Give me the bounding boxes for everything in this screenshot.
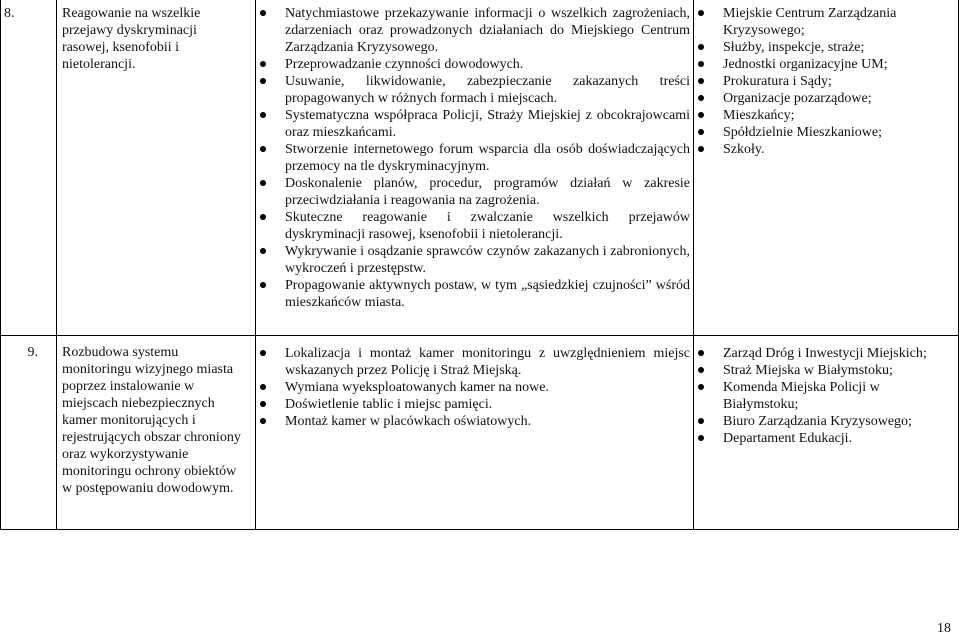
- list-item: Usuwanie, likwidowanie, zabezpieczanie zakazanych treści propagowanych w różnych formach i miejscach.: [260, 73, 690, 107]
- row-8-executors: [698, 5, 953, 158]
- list-item: Doświetlenie tablic i miejsc pamięci.: [260, 396, 690, 413]
- table-divider-3: [693, 0, 694, 530]
- list-item: Departament Edukacji.: [698, 430, 953, 447]
- bullet-icon: [698, 435, 704, 441]
- page-number: 18: [937, 621, 951, 636]
- table-border-bottom: [0, 529, 959, 530]
- list-item: Skuteczne reagowanie i zwalczanie wszelkich przejawów dyskryminacji rasowej, ksenofobii i nietolerancji.: [260, 209, 690, 243]
- list-item: Propagowanie aktywnych postaw, w tym „sąsiedzkiej czujności” wśród mieszkańców miasta.: [260, 277, 690, 311]
- table-divider-2: [255, 0, 256, 530]
- bullet-icon: [698, 44, 704, 50]
- row-8-tasks: [260, 5, 690, 311]
- list-item: Służby, inspekcje, straże;: [698, 39, 953, 56]
- list-item: Organizacje pozarządowe;: [698, 90, 953, 107]
- bullet-icon: [260, 384, 266, 390]
- list-item: Komenda Miejska Policji w Białymstoku;: [698, 379, 953, 413]
- bullet-icon: [698, 146, 704, 152]
- list-item: Montaż kamer w placówkach oświatowych.: [260, 413, 690, 430]
- list-item: Doskonalenie planów, procedur, programów działań w zakresie przeciwdziałania i reagowania na zagrożenia.: [260, 175, 690, 209]
- row-separator: [0, 335, 959, 336]
- bullet-icon: [260, 214, 266, 220]
- row-9-goal: Rozbudowa systemu monitoringu wizyjnego miasta poprzez instalowanie w miejscach niebezpiecznych kamer monitorujących i rejestrujących obszar chroniony oraz wykorzystywanie monitoringu ochrony obiektów w postępowaniu dowodowym.: [62, 345, 241, 496]
- bullet-icon: [260, 282, 266, 288]
- list-item: Biuro Zarządzania Kryzysowego;: [698, 413, 953, 430]
- list-item: Spółdzielnie Mieszkaniowe;: [698, 124, 953, 141]
- bullet-icon: [698, 61, 704, 67]
- row-8-number: 8.: [4, 6, 15, 21]
- list-item: Straż Miejska w Białymstoku;: [698, 362, 953, 379]
- bullet-icon: [698, 10, 704, 16]
- list-item: Mieszkańcy;: [698, 107, 953, 124]
- bullet-icon: [260, 146, 266, 152]
- list-item: Systematyczna współpraca Policji, Straży Miejskiej z obcokrajowcami oraz mieszkańcami.: [260, 107, 690, 141]
- bullet-icon: [260, 350, 266, 356]
- list-item: Wykrywanie i osądzanie sprawców czynów zakazanych i zabronionych, wykroczeń i przestępstw.: [260, 243, 690, 277]
- list-item: Szkoły.: [698, 141, 953, 158]
- row-9-number: 9.: [27, 345, 38, 360]
- bullet-icon: [698, 112, 704, 118]
- list-item: Przeprowadzanie czynności dowodowych.: [260, 56, 690, 73]
- bullet-icon: [260, 418, 266, 424]
- row-8-goal: Reagowanie na wszelkie przejawy dyskryminacji rasowej, ksenofobii i nietolerancji.: [62, 6, 201, 72]
- bullet-icon: [698, 129, 704, 135]
- bullet-icon: [260, 248, 266, 254]
- table-border-left: [0, 0, 1, 530]
- bullet-icon: [698, 78, 704, 84]
- bullet-icon: [260, 401, 266, 407]
- list-item: Lokalizacja i montaż kamer monitoringu z uwzględnieniem miejsc wskazanych przez Policję i Straż Miejską.: [260, 345, 690, 379]
- table-divider-1: [56, 0, 57, 530]
- row-9-executors: [698, 345, 953, 447]
- row-9-tasks: [260, 345, 690, 430]
- list-item: Wymiana wyeksploatowanych kamer na nowe.: [260, 379, 690, 396]
- bullet-icon: [260, 180, 266, 186]
- list-item: Miejskie Centrum Zarządzania Kryzysowego;: [698, 5, 953, 39]
- bullet-icon: [260, 61, 266, 67]
- bullet-icon: [260, 10, 266, 16]
- list-item: Natychmiastowe przekazywanie informacji o wszelkich zagrożeniach, zdarzeniach oraz prowadzonych działaniach do Miejskiego Centrum Zarządzania Kryzysowego.: [260, 5, 690, 56]
- bullet-icon: [698, 418, 704, 424]
- list-item: Jednostki organizacyjne UM;: [698, 56, 953, 73]
- bullet-icon: [260, 78, 266, 84]
- bullet-icon: [260, 112, 266, 118]
- bullet-icon: [698, 367, 704, 373]
- list-item: Stworzenie internetowego forum wsparcia dla osób doświadczających przemocy na tle dyskryminacyjnym.: [260, 141, 690, 175]
- list-item: Prokuratura i Sądy;: [698, 73, 953, 90]
- bullet-icon: [698, 384, 704, 390]
- list-item: Zarząd Dróg i Inwestycji Miejskich;: [698, 345, 953, 362]
- bullet-icon: [698, 95, 704, 101]
- bullet-icon: [698, 350, 704, 356]
